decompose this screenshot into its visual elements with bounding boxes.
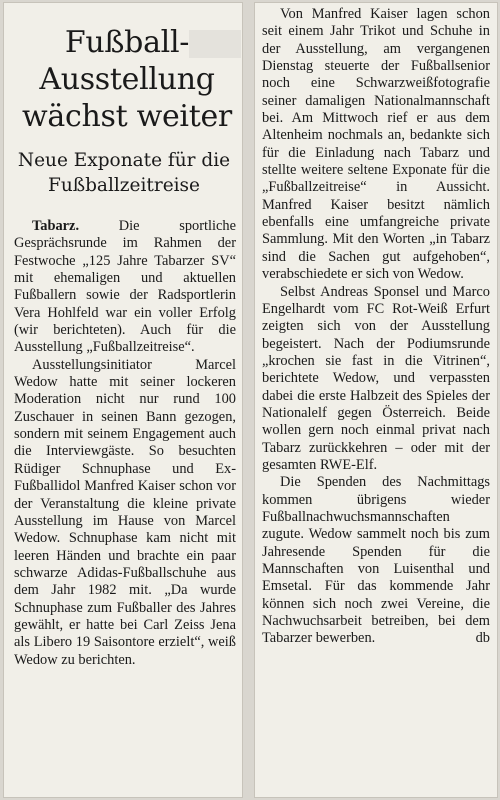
article-clipping-right — [254, 2, 498, 798]
headline-line: Ausstellung — [39, 62, 215, 97]
subheadline-line: Neue Exponate für die — [17, 150, 231, 171]
subheadline — [9, 148, 239, 198]
article-column-left — [14, 218, 236, 669]
headline-line: Fußball- — [64, 25, 190, 60]
headline-line: wächst weiter — [22, 99, 232, 134]
article-column-right — [262, 6, 490, 648]
article-paragraph — [14, 218, 236, 357]
headline — [19, 24, 235, 135]
article-paragraph: Von Manfred Kaiser lagen schon seit einem Jahr Trikot und Schuhe in der Ausstellung, am vergangenen Dienstag steuerte der Fußballsenior noch eine Schwarzweißfotografie seiner damaligen Nationalmannschaft bei. Am Mittwoch rief er aus dem Altenheim nochmals an, bedankte sich für die Einladung nach Tabarz und stellte weitere seltene Exponate für die „Fußballzeitreise“ in Aussicht. Manfred Kaiser besitzt nämlich ebenfalls eine umfangreiche private Sammlung. Mit den Worten „in Tabarz sind die Sachen gut aufgehoben“, verabschiedete er sich von Wedow. — [262, 6, 490, 283]
author-signature: db — [475, 630, 490, 647]
article-clipping-left — [3, 2, 243, 798]
article-paragraph — [262, 474, 490, 647]
paragraph-text: Die Spenden des Nachmittags kommen übrigens wieder Fußballnachwuchsmannschaften zugute. Wedow sammelt noch bis zum Jahresende Spenden für die Mannschaften von Luisenthal und Emsetal. Für das kommende Jahr können sich noch zwei Vereine, die Nachwuchsarbeit betreiben, bei dem Tabarzer bewerben. — [262, 474, 490, 647]
paragraph-text: Die sportliche Gesprächsrunde im Rahmen der Festwoche „125 Jahre Tabarzer SV“ mit ehemaligen und aktuellen Fußballern sowie der Radsportlerin Vera Hohlfeld war ein voller Erfolg (wir berichteten). Auch für die Ausstellung „Fußballzeitreise“. — [14, 218, 236, 356]
article-paragraph: Ausstellungsinitiator Marcel Wedow hatte mit seiner lockeren Moderation nicht nur rund 100 Zuschauer in seinen Bann gezogen, sondern mit seinem Engagement auch die Interviewgäste. So besuchten Rüdiger Schnuphase und Ex-Fußballidol Manfred Kaiser schon vor der Veranstaltung die kleine private Ausstellung im Hause von Marcel Wedow. Schnuphase kam nicht mit leeren Händen und brachte ein paar schwarze Adidas-Fußballschuhe aus dem Jahr 1982 mit. „Da wurde Schnuphase zum Fußballer des Jahres gewählt, er hatte bei Carl Zeiss Jena als Libero 19 Saisontore erzielt“, weiß Wedow zu berichten. — [14, 356, 236, 668]
article-paragraph: Selbst Andreas Sponsel und Marco Engelhardt vom FC Rot-Weiß Erfurt zeigten sich von der Ausstellung begeistert. Nach der Podiumsrunde „krochen sie fast in die Vitrinen“, berichtete Wedow, und verpassten dabei die erste Halbzeit des Spieles der Nationalelf gegen Österreich. Beide wollen gern noch einmal privat nach Tabarz zurückkehren – oder mit der gesamten RWE-Elf. — [262, 283, 490, 473]
dateline: Tabarz. — [32, 218, 80, 234]
subheadline-line: Fußballzeitreise — [47, 175, 200, 196]
